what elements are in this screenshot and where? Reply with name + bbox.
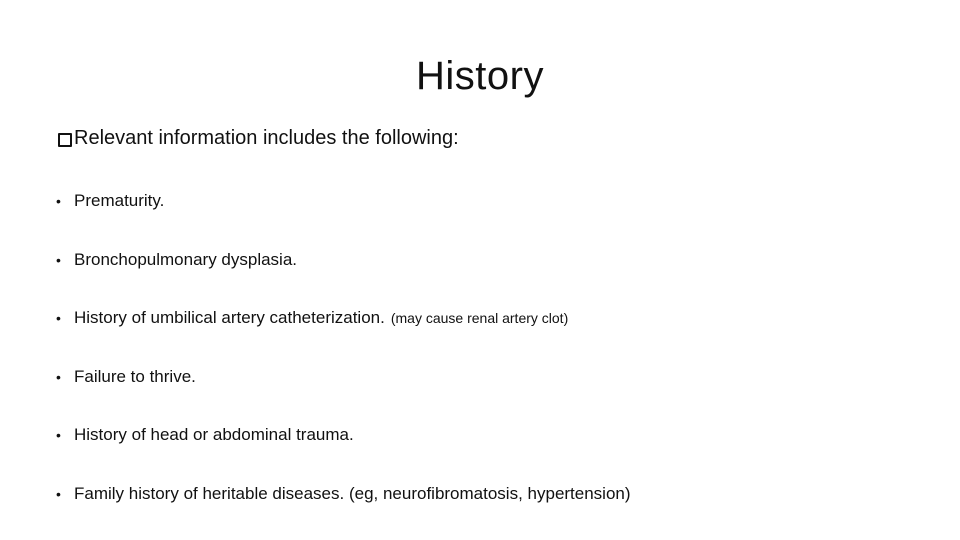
bullet-dot-icon: • (56, 193, 61, 209)
bullet-dot-icon: • (56, 485, 61, 502)
checkbox-bullet-icon (58, 133, 72, 147)
bullet-dot-icon: • (56, 427, 61, 443)
list-item-note: (may cause renal artery clot) (390, 310, 569, 326)
bullet-dot-icon: • (56, 368, 61, 385)
list-item (56, 243, 631, 302)
list-item-text: Family history of heritable diseases. (eg, neurofibromatosis, hypertension) (74, 483, 631, 503)
list-item-text: History of head or abdominal trauma. (74, 425, 354, 444)
bullet-list (56, 184, 631, 535)
intro-line (58, 127, 459, 150)
bullet-dot-icon: • (56, 310, 61, 326)
slide-title: History (416, 54, 544, 98)
list-item-text: Bronchopulmonary dysplasia. (74, 249, 298, 269)
list-item-text: Failure to thrive. (74, 366, 196, 386)
list-item-text: Prematurity. (74, 191, 165, 210)
list-item-text: History of umbilical artery catheterization. (74, 308, 385, 327)
intro-text: Relevant information includes the following: (74, 127, 459, 149)
list-item (56, 418, 631, 477)
list-item (56, 184, 631, 243)
list-item (56, 360, 631, 419)
list-item (56, 477, 631, 536)
list-item (56, 301, 631, 360)
bullet-dot-icon: • (56, 251, 61, 268)
